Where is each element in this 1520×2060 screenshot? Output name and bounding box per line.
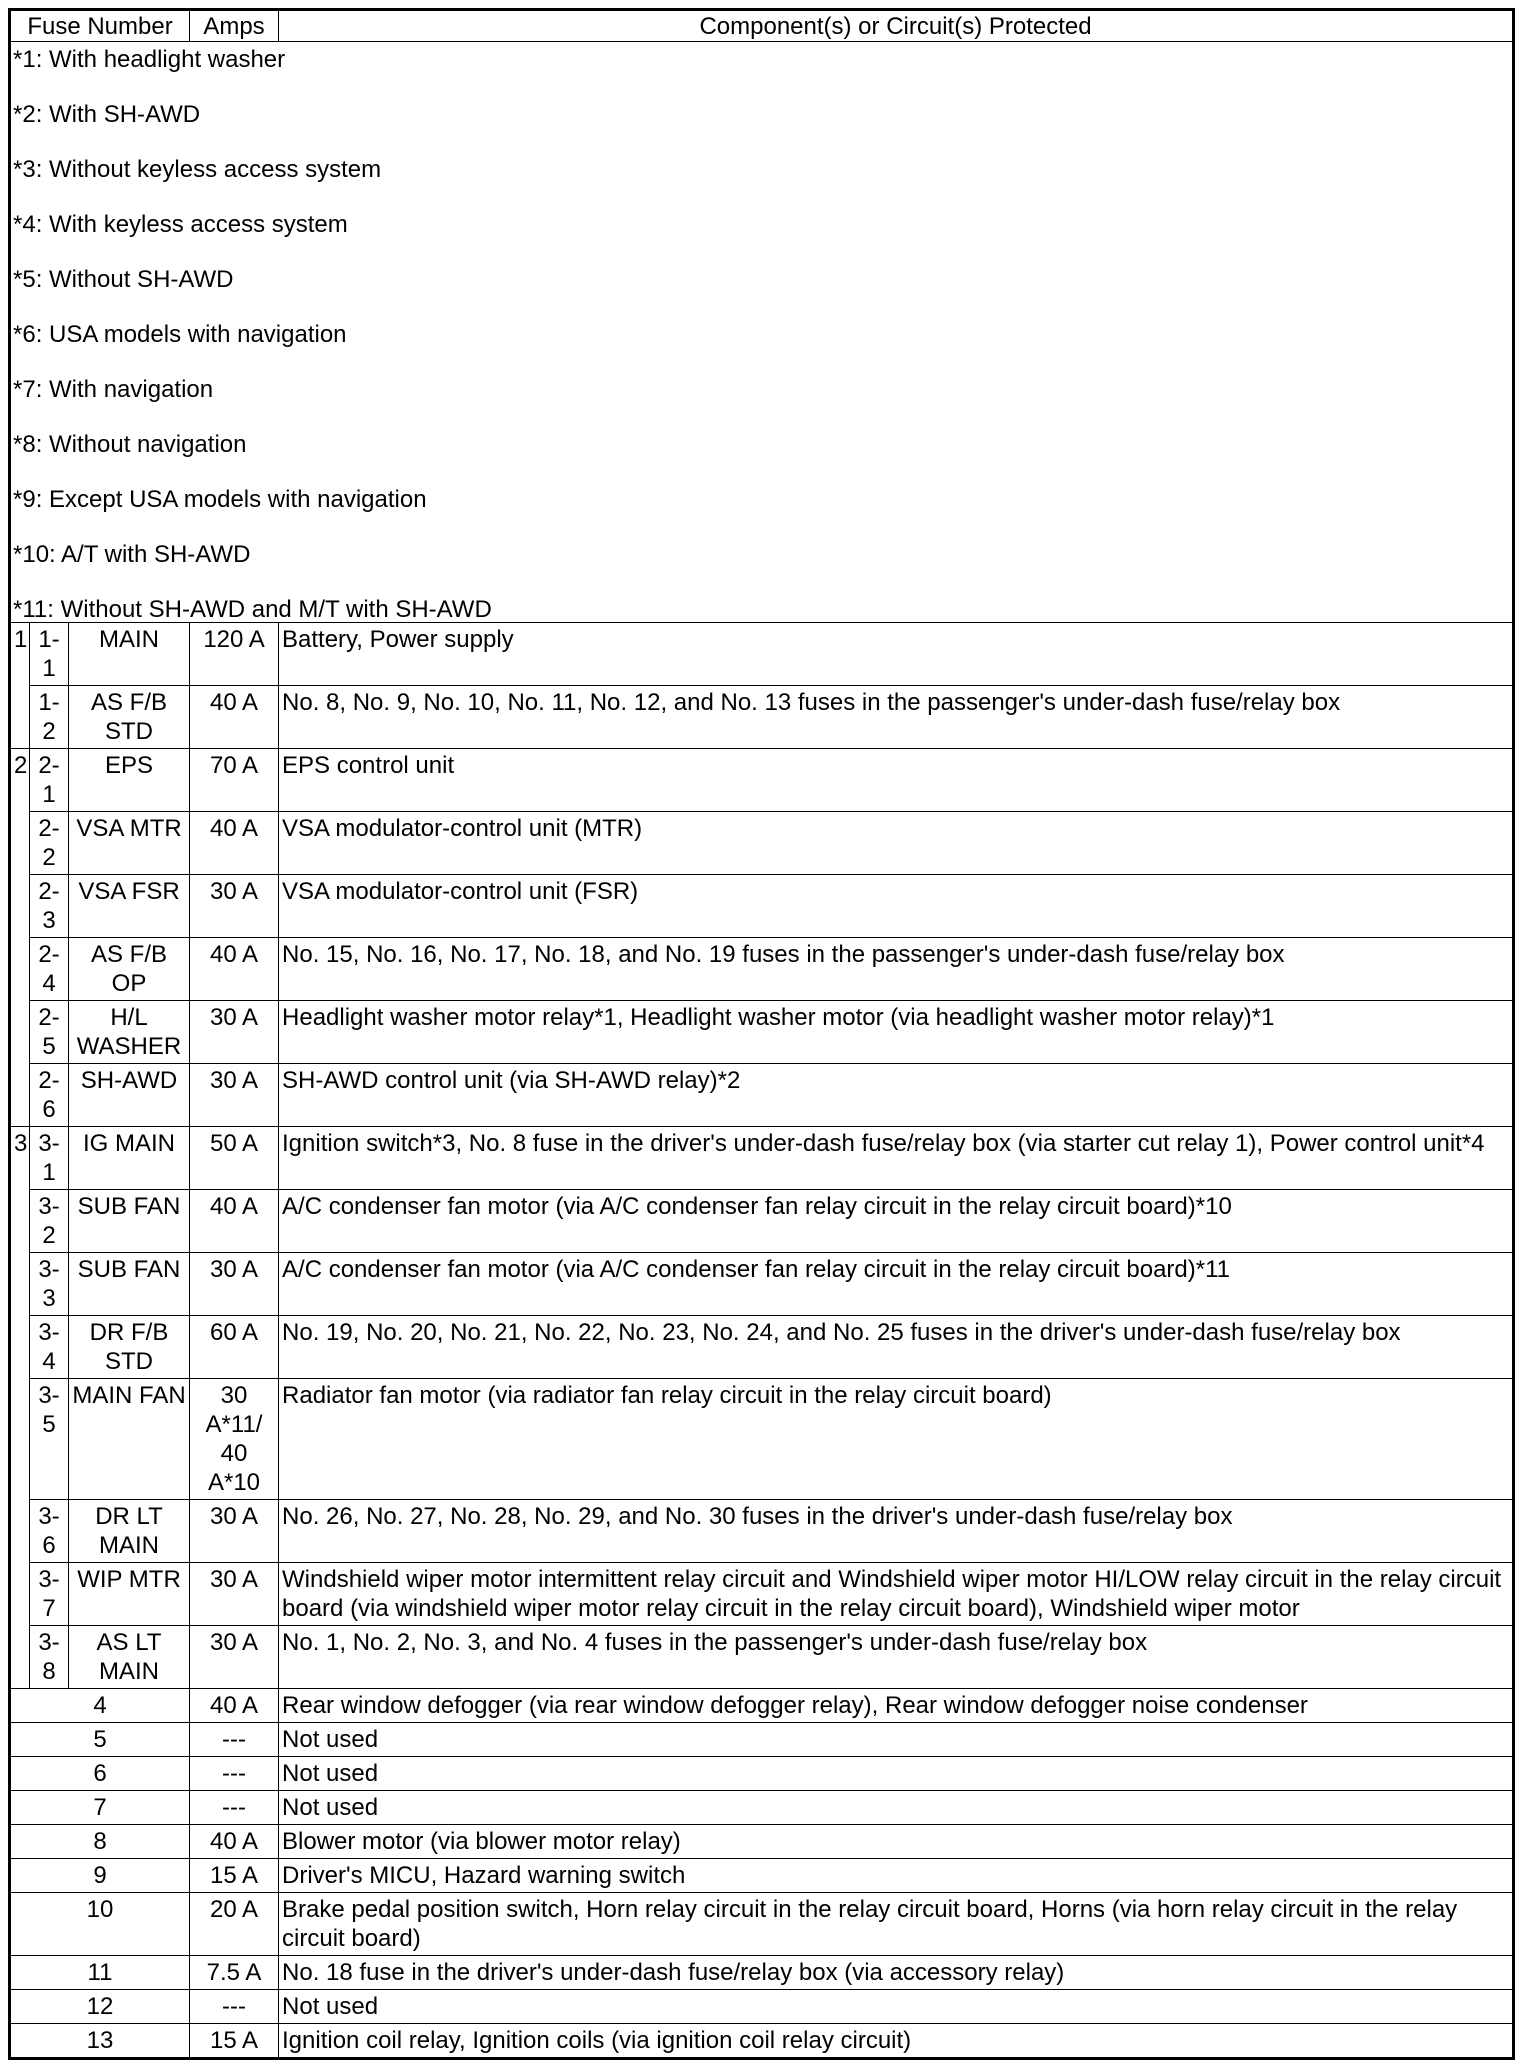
fuse-amps: 40 A	[190, 812, 279, 875]
footnote: *11: Without SH-AWD and M/T with SH-AWD	[13, 596, 492, 623]
fuse-name: IG MAIN	[69, 1127, 190, 1190]
fuse-name: AS LT MAIN	[69, 1626, 190, 1689]
fuse-amps: 15 A	[190, 2024, 279, 2059]
fuse-amps: ---	[190, 1990, 279, 2024]
fuse-component: Not used	[279, 1791, 1514, 1825]
fuse-row	[10, 1791, 1514, 1825]
fuse-row	[10, 1316, 1514, 1379]
sub-fuse-number: 2-2	[30, 812, 69, 875]
fuse-row	[10, 1563, 1514, 1626]
fuse-amps: 30 A	[190, 1064, 279, 1127]
group-number: 1	[10, 623, 30, 749]
footnote: *6: USA models with navigation	[13, 321, 347, 348]
fuse-component: No. 15, No. 16, No. 17, No. 18, and No. 19 fuses in the passenger's under-dash fuse/relay box	[279, 938, 1514, 1001]
fuse-amps: 30 A	[190, 1563, 279, 1626]
fuse-component: Rear window defogger (via rear window defogger relay), Rear window defogger noise condenser	[279, 1689, 1514, 1723]
fuse-amps: 30 A	[190, 1001, 279, 1064]
footnote: *4: With keyless access system	[13, 211, 348, 238]
fuse-amps: 60 A	[190, 1316, 279, 1379]
header-amps: Amps	[190, 10, 279, 42]
fuse-amps: 30 A	[190, 1500, 279, 1563]
fuse-number: 5	[10, 1723, 190, 1757]
group-number: 3	[10, 1127, 30, 1689]
sub-fuse-number: 1-1	[30, 623, 69, 686]
fuse-amps: 40 A	[190, 1689, 279, 1723]
sub-fuse-number: 3-3	[30, 1253, 69, 1316]
fuse-amps: 7.5 A	[190, 1956, 279, 1990]
fuse-name: MAIN FAN	[69, 1379, 190, 1500]
fuse-name: MAIN	[69, 623, 190, 686]
sub-fuse-number: 2-1	[30, 749, 69, 812]
fuse-number: 12	[10, 1990, 190, 2024]
fuse-row	[10, 1626, 1514, 1689]
footnote: *9: Except USA models with navigation	[13, 486, 427, 513]
fuse-amps: 30 A	[190, 1626, 279, 1689]
fuse-amps: 40 A	[190, 1825, 279, 1859]
fuse-amps: 50 A	[190, 1127, 279, 1190]
fuse-amps: 120 A	[190, 623, 279, 686]
fuse-row	[10, 1190, 1514, 1253]
fuse-amps: 30 A	[190, 1253, 279, 1316]
fuse-row	[10, 1500, 1514, 1563]
fuse-component: Radiator fan motor (via radiator fan relay circuit in the relay circuit board)	[279, 1379, 1514, 1500]
fuse-row	[10, 686, 1514, 749]
sub-fuse-number: 3-4	[30, 1316, 69, 1379]
fuse-amps: 40 A	[190, 686, 279, 749]
fuse-component: Not used	[279, 1757, 1514, 1791]
fuse-name: AS F/B STD	[69, 686, 190, 749]
footnote: *10: A/T with SH-AWD	[13, 541, 251, 568]
fuse-number: 11	[10, 1956, 190, 1990]
footnote: *3: Without keyless access system	[13, 156, 382, 183]
fuse-amps: 30 A	[190, 875, 279, 938]
fuse-row	[10, 875, 1514, 938]
fuse-amps: 20 A	[190, 1893, 279, 1956]
fuse-row	[10, 1379, 1514, 1500]
fuse-number: 13	[10, 2024, 190, 2059]
fuse-name: VSA FSR	[69, 875, 190, 938]
fuse-component: Brake pedal position switch, Horn relay circuit in the relay circuit board, Horns (via horn relay circuit in the relay circuit board)	[279, 1893, 1514, 1956]
fuse-document	[8, 8, 1512, 2060]
sub-fuse-number: 3-5	[30, 1379, 69, 1500]
notes-cell	[10, 42, 1514, 623]
fuse-component: Blower motor (via blower motor relay)	[279, 1825, 1514, 1859]
fuse-number: 7	[10, 1791, 190, 1825]
fuse-component: No. 19, No. 20, No. 21, No. 22, No. 23, No. 24, and No. 25 fuses in the driver's under-dash fuse/relay box	[279, 1316, 1514, 1379]
fuse-name: EPS	[69, 749, 190, 812]
footnote: *2: With SH-AWD	[13, 101, 201, 128]
notes-list	[13, 42, 1512, 622]
sub-fuse-number: 3-7	[30, 1563, 69, 1626]
footnote: *1: With headlight washer	[13, 46, 286, 73]
fuse-number: 4	[10, 1689, 190, 1723]
fuse-component: Not used	[279, 1990, 1514, 2024]
sub-fuse-number: 3-6	[30, 1500, 69, 1563]
fuse-component: Battery, Power supply	[279, 623, 1514, 686]
fuse-row	[10, 938, 1514, 1001]
sub-fuse-number: 2-6	[30, 1064, 69, 1127]
fuse-component: Ignition coil relay, Ignition coils (via ignition coil relay circuit)	[279, 2024, 1514, 2059]
fuse-component: VSA modulator-control unit (MTR)	[279, 812, 1514, 875]
fuse-amps: 30 A*11/ 40 A*10	[190, 1379, 279, 1500]
fuse-number: 9	[10, 1859, 190, 1893]
fuse-name: SH-AWD	[69, 1064, 190, 1127]
notes-row	[10, 42, 1514, 623]
group-number: 2	[10, 749, 30, 1127]
fuse-component: Ignition switch*3, No. 8 fuse in the driver's under-dash fuse/relay box (via starter cut relay 1), Power control unit*4	[279, 1127, 1514, 1190]
sub-fuse-number: 3-1	[30, 1127, 69, 1190]
fuse-component: Driver's MICU, Hazard warning switch	[279, 1859, 1514, 1893]
footnote: *7: With navigation	[13, 376, 214, 403]
header-row	[10, 10, 1514, 42]
fuse-row	[10, 1825, 1514, 1859]
fuse-row	[10, 1689, 1514, 1723]
fuse-row	[10, 812, 1514, 875]
sub-fuse-number: 2-4	[30, 938, 69, 1001]
fuse-name: WIP MTR	[69, 1563, 190, 1626]
fuse-amps: ---	[190, 1791, 279, 1825]
fuse-row	[10, 1001, 1514, 1064]
fuse-component: No. 8, No. 9, No. 10, No. 11, No. 12, and No. 13 fuses in the passenger's under-dash fuse/relay box	[279, 686, 1514, 749]
sub-fuse-number: 3-2	[30, 1190, 69, 1253]
fuse-row	[10, 1253, 1514, 1316]
fuse-amps: 40 A	[190, 938, 279, 1001]
fuse-component: SH-AWD control unit (via SH-AWD relay)*2	[279, 1064, 1514, 1127]
header-fuse-number: Fuse Number	[10, 10, 190, 42]
fuse-number: 10	[10, 1893, 190, 1956]
fuse-row	[10, 1956, 1514, 1990]
fuse-amps: ---	[190, 1723, 279, 1757]
fuse-amps: ---	[190, 1757, 279, 1791]
fuse-amps: 70 A	[190, 749, 279, 812]
fuse-number: 6	[10, 1757, 190, 1791]
fuse-table	[8, 8, 1515, 2060]
footnote: *5: Without SH-AWD	[13, 266, 234, 293]
fuse-name: AS F/B OP	[69, 938, 190, 1001]
sub-fuse-number: 3-8	[30, 1626, 69, 1689]
fuse-component: A/C condenser fan motor (via A/C condenser fan relay circuit in the relay circuit board)*11	[279, 1253, 1514, 1316]
fuse-row	[10, 1757, 1514, 1791]
fuse-row	[10, 1127, 1514, 1190]
fuse-row	[10, 1990, 1514, 2024]
fuse-amps: 15 A	[190, 1859, 279, 1893]
footnote: *8: Without navigation	[13, 431, 247, 458]
sub-fuse-number: 2-3	[30, 875, 69, 938]
fuse-row	[10, 1064, 1514, 1127]
fuse-component: Windshield wiper motor intermittent relay circuit and Windshield wiper motor HI/LOW relay circuit in the relay circuit board (via windshield wiper motor relay circuit in the relay circuit board), Windshield wiper motor	[279, 1563, 1514, 1626]
fuse-name: DR LT MAIN	[69, 1500, 190, 1563]
fuse-number: 8	[10, 1825, 190, 1859]
fuse-row	[10, 2024, 1514, 2059]
fuse-name: SUB FAN	[69, 1190, 190, 1253]
fuse-component: EPS control unit	[279, 749, 1514, 812]
header-component: Component(s) or Circuit(s) Protected	[279, 10, 1514, 42]
fuse-component: Not used	[279, 1723, 1514, 1757]
fuse-name: SUB FAN	[69, 1253, 190, 1316]
fuse-row	[10, 749, 1514, 812]
fuse-row	[10, 623, 1514, 686]
fuse-component: No. 1, No. 2, No. 3, and No. 4 fuses in the passenger's under-dash fuse/relay box	[279, 1626, 1514, 1689]
fuse-amps: 40 A	[190, 1190, 279, 1253]
fuse-row	[10, 1723, 1514, 1757]
fuse-component: A/C condenser fan motor (via A/C condenser fan relay circuit in the relay circuit board)*10	[279, 1190, 1514, 1253]
fuse-component: No. 18 fuse in the driver's under-dash fuse/relay box (via accessory relay)	[279, 1956, 1514, 1990]
fuse-component: No. 26, No. 27, No. 28, No. 29, and No. 30 fuses in the driver's under-dash fuse/relay box	[279, 1500, 1514, 1563]
fuse-name: VSA MTR	[69, 812, 190, 875]
fuse-component: Headlight washer motor relay*1, Headlight washer motor (via headlight washer motor relay)*1	[279, 1001, 1514, 1064]
fuse-component: VSA modulator-control unit (FSR)	[279, 875, 1514, 938]
sub-fuse-number: 2-5	[30, 1001, 69, 1064]
sub-fuse-number: 1-2	[30, 686, 69, 749]
fuse-row	[10, 1893, 1514, 1956]
fuse-name: H/L WASHER	[69, 1001, 190, 1064]
fuse-name: DR F/B STD	[69, 1316, 190, 1379]
